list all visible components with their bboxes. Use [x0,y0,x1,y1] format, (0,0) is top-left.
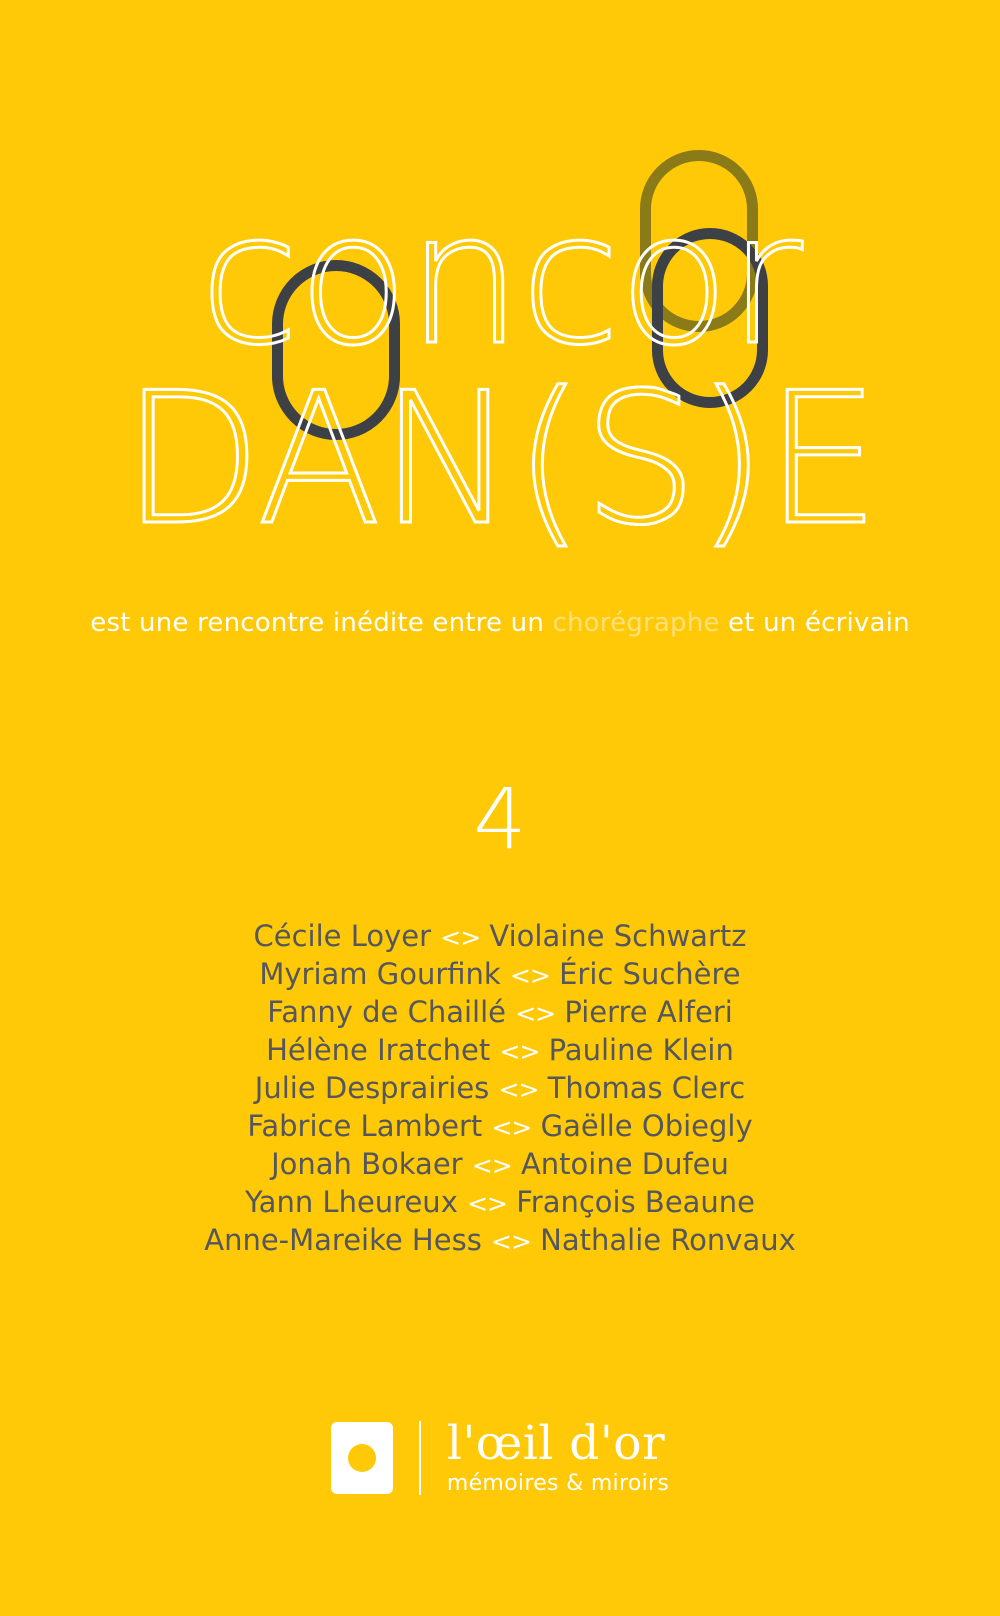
pair-separator: <> [491,1227,531,1256]
pair-left: Anne-Mareike Hess [204,1223,482,1257]
list-item [0,1222,1000,1260]
pair-right: François Beaune [516,1185,756,1219]
pair-left: Cécile Loyer [253,919,432,953]
list-item [0,1032,1000,1070]
pair-right: Violaine Schwartz [489,919,747,953]
cover-title-block [0,150,1000,590]
subtitle-part-one: est une rencontre inédite entre un [90,608,553,638]
pair-right: Antoine Dufeu [520,1147,729,1181]
pair-left: Fabrice Lambert [247,1109,483,1143]
pair-separator: <> [499,1037,540,1066]
list-item [0,918,1000,956]
list-item [0,1108,1000,1146]
pair-right: Éric Suchère [559,957,741,991]
pair-separator: <> [498,1075,539,1104]
list-item [0,1184,1000,1222]
logo-divider [419,1421,421,1495]
publisher-logo [0,1418,1000,1498]
title-line-two: DAN(S)E [121,353,879,565]
list-item [0,1070,1000,1108]
pair-right: Nathalie Ronvaux [540,1223,796,1257]
ring-mark-hole [348,1444,376,1472]
pair-separator: <> [515,999,556,1028]
pair-right: Pierre Alferi [564,995,733,1029]
list-item [0,1146,1000,1184]
pair-right: Gaëlle Obiegly [540,1109,753,1143]
publisher-tagline: mémoires & miroirs [446,1471,670,1496]
title-line-one: concor [199,173,801,385]
pair-left: Hélène Iratchet [266,1033,491,1067]
pair-right: Pauline Klein [548,1033,734,1067]
publisher-text [447,1418,669,1498]
pair-right: Thomas Clerc [547,1071,746,1105]
cover-subtitle [0,608,1000,638]
pair-left: Julie Desprairies [254,1071,490,1105]
pair-separator: <> [440,923,481,952]
list-item [0,994,1000,1032]
pair-separator: <> [491,1113,532,1142]
ring-mark-icon [331,1422,393,1494]
subtitle-part-two: et un écrivain [719,608,910,638]
pair-left: Jonah Bokaer [271,1147,463,1181]
pair-left: Myriam Gourfink [259,957,501,991]
publisher-name: l'œil d'or [446,1416,666,1471]
pairings-list [0,918,1000,1260]
pair-separator: <> [467,1189,507,1218]
pair-separator: <> [509,961,550,990]
list-item [0,956,1000,994]
pair-separator: <> [471,1151,512,1180]
pair-left: Fanny de Chaillé [267,995,507,1029]
pair-left: Yann Lheureux [244,1185,458,1219]
issue-number: 4 [473,770,527,868]
subtitle-highlight: chorégraphe [552,608,720,638]
